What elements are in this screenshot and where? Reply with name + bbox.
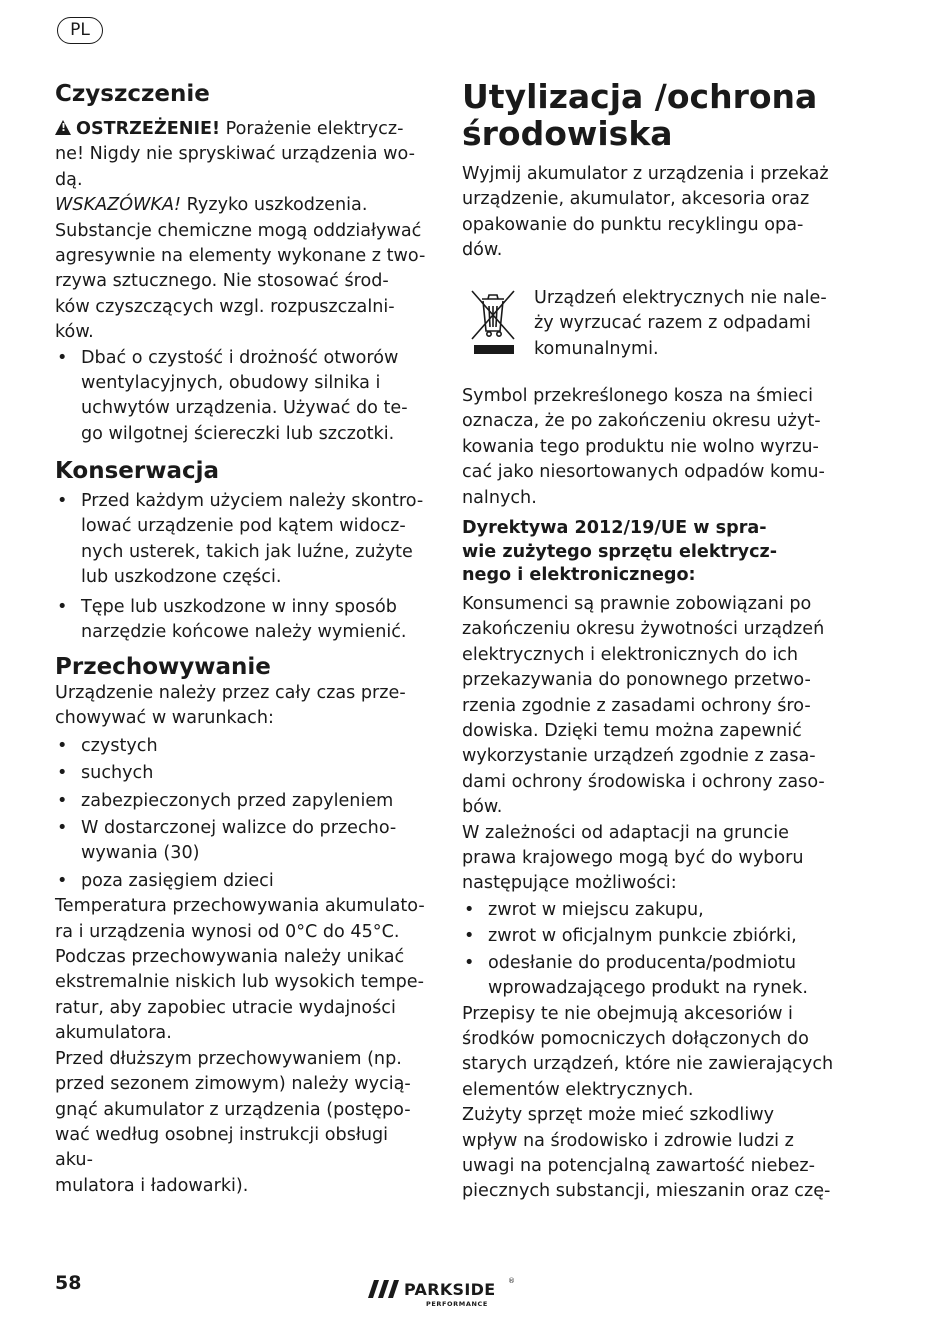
list-item: • Dbać o czystość i drożność otworów wentylacyjnych, obudowy silnika i uchwytów urządzenia. Używać do te- go wilgotnej ściereczki lub szczotki. (55, 346, 427, 448)
disposal-intro-text: opakowanie do punktu recyklingu opa- (462, 214, 804, 235)
symbol-text: Symbol przekreślonego kosza na śmieci (462, 386, 813, 406)
directive-text: Konsumenci są prawnie zobowiązani po (462, 594, 812, 614)
list-item-text: uchwytów urządzenia. Używać do te- (81, 398, 408, 419)
directive-text: rzenia zgodnie z zasadami ochrony śro- (462, 695, 811, 716)
warning-text: dą. (55, 169, 83, 190)
directive-heading-line: nego i elektronicznego: (462, 565, 696, 585)
storage-temp-text: Temperatura przechowywania akumulato- (55, 896, 425, 917)
note-line (55, 193, 427, 218)
symbol-text: oznacza, że po zakończeniu okresu użyt- (462, 411, 821, 432)
disposal-intro-text: urządzenie, akumulator, akcesoria oraz (462, 189, 810, 210)
warning-line (55, 117, 427, 142)
storage-long-text: przed sezonem zimowym) należy wycią- (55, 1074, 411, 1095)
list-item-text: odesłanie do producenta/podmiotu (488, 952, 796, 973)
storage-temp-text: ekstremalnie niskich lub wysokich tempe- (55, 972, 424, 993)
list-item-text: suchych (81, 763, 154, 784)
harm-text: Zużyty sprzęt może mieć szkodliwy (462, 1105, 775, 1126)
storage-intro: Urządzenie należy przez cały czas prze- (55, 683, 406, 703)
list-item-text: Dbać o czystość i drożność otworów (81, 347, 399, 368)
note-text: Substancje chemiczne mogą oddziaływać (55, 220, 422, 241)
directive-text: wykorzystanie urządzeń zgodnie z zasa- (462, 746, 816, 767)
disposal-intro (462, 162, 834, 264)
cleaning-warning (55, 117, 427, 447)
list-item-text: wprowadzającego produkt na rynek. (488, 978, 808, 999)
storage-temp-text: ratur, aby zapobiec utracie wydajności (55, 997, 396, 1018)
symbol-explanation (462, 384, 834, 511)
directive-text: elektrycznych i elektronicznych do ich (462, 644, 799, 665)
weee-notice (534, 286, 834, 362)
list-item-text: zabezpieczonych przed zapyleniem (81, 790, 394, 811)
directive-heading-line: Dyrektywa 2012/19/UE w spra- (462, 518, 767, 538)
disposal-heading-line: środowiska (462, 114, 673, 153)
brand-logo (368, 1276, 518, 1312)
directive-body (462, 592, 834, 1205)
logo-slashes-icon (368, 1280, 402, 1300)
options-intro: następujące możliwości: (462, 873, 677, 894)
maintenance-heading: Konserwacja (55, 458, 220, 484)
storage-temp-text: Podczas przechowywania należy unikać (55, 947, 405, 968)
options-intro: prawa krajowego mogą być do wyboru (462, 848, 804, 869)
list-item: • zwrot w miejscu zakupu, (462, 898, 834, 923)
rules-text: środków pomocniczych dołączonych do (462, 1028, 809, 1049)
storage-temp-text: ra i urządzenia wynosi od 0°C do 45°C. (55, 921, 400, 942)
note-text: ków czyszczących wzgl. rozpuszczalni- (55, 296, 395, 317)
list-item-text: zwrot w miejscu zakupu, (488, 899, 704, 920)
disposal-heading (462, 78, 817, 152)
page-number: 58 (55, 1272, 82, 1294)
list-item-text: Tępe lub uszkodzone w inny sposób (81, 596, 397, 617)
directive-text: zakończeniu okresu żywotności urządzeń (462, 619, 825, 640)
warning-label: OSTRZEŻENIE! (76, 119, 221, 139)
directive-heading-line: wie zużytego sprzętu elektrycz- (462, 541, 778, 562)
directive-text: bów. (462, 797, 503, 818)
list-item-text: Przed każdym użyciem należy skontro- (81, 491, 424, 511)
list-item: • czystych (55, 734, 427, 759)
rules-text: elementów elektrycznych. (462, 1079, 694, 1100)
directive-text: przekazywania do ponownego przetwo- (462, 670, 811, 691)
note-label: WSKAZÓWKA! (55, 195, 182, 216)
storage-heading: Przechowywanie (55, 654, 271, 680)
symbol-text: cać jako niesortowanych odpadów komu- (462, 462, 825, 483)
brand-sub: PERFORMANCE (426, 1300, 488, 1308)
list-item-text: wywania (30) (81, 843, 200, 864)
list-item-text: W dostarczonej walizce do przecho- (81, 818, 397, 839)
list-item-text: poza zasięgiem dzieci (81, 870, 274, 891)
note-text: Ryzyko uszkodzenia. (181, 195, 368, 216)
list-item: • poza zasięgiem dzieci (55, 869, 427, 894)
list-item-text: lować urządzenie pod kątem widocz- (81, 516, 406, 537)
storage-section (55, 681, 427, 1199)
note-text: agresywnie na elementy wykonane z two- (55, 246, 426, 267)
language-badge: PL (57, 17, 103, 44)
weee-text: komunalnymi. (534, 338, 659, 359)
list-item: • Tępe lub uszkodzone w inny sposób narzędzie końcowe należy wymienić. (55, 595, 427, 646)
storage-intro: chowywać w warunkach: (55, 708, 274, 729)
registered-mark: ® (508, 1277, 515, 1285)
disposal-heading-line: Utylizacja /ochrona (462, 77, 818, 116)
harm-text: wpływ na środowisko i zdrowie ludzi z (462, 1130, 794, 1151)
disposal-intro-text: dów. (462, 240, 503, 261)
directive-heading (462, 517, 834, 588)
list-item-text: go wilgotnej ściereczki lub szczotki. (81, 423, 395, 444)
list-item: • zwrot w oficjalnym punkcie zbiórki, (462, 924, 834, 949)
list-item-text: wentylacyjnych, obudowy silnika i (81, 373, 381, 394)
list-item-text: nych usterek, takich jak luźne, zużyte (81, 541, 413, 562)
warning-triangle-icon (55, 120, 71, 135)
list-item-text: lub uszkodzone części. (81, 567, 282, 588)
list-item: • Przed każdym użyciem należy skontro- lować urządzenie pod kątem widocz- nych usterek, takich jak luźne, zużyte lub uszkodzone części. (55, 489, 427, 591)
storage-temp-text: akumulatora. (55, 1023, 172, 1044)
list-item-text: zwrot w oficjalnym punkcie zbiórki, (488, 926, 797, 947)
harm-text: piecznych substancji, mieszanin oraz czę- (462, 1181, 831, 1202)
options-intro: W zależności od adaptacji na gruncie (462, 822, 789, 843)
weee-text: Urządzeń elektrycznych nie nale- (534, 288, 827, 308)
symbol-text: nalnych. (462, 487, 537, 508)
disposal-intro-text: Wyjmij akumulator z urządzenia i przekaż (462, 164, 829, 184)
list-item: • zabezpieczonych przed zapyleniem (55, 789, 427, 814)
harm-text: uwagi na potencjalną zawartość niebez- (462, 1155, 816, 1176)
brand-name: PARKSIDE (404, 1280, 496, 1299)
storage-long-text: Przed dłuższym przechowywaniem (np. (55, 1048, 402, 1069)
note-text: ków. (55, 322, 94, 343)
list-item-text: czystych (81, 735, 158, 756)
cleaning-heading: Czyszczenie (55, 81, 210, 107)
warning-text: ne! Nigdy nie spryskiwać urządzenia wo- (55, 144, 415, 165)
symbol-text: kowania tego produktu nie wolno wyrzu- (462, 436, 819, 457)
storage-long-text: wać według osobnej instrukcji obsługi aku- (55, 1124, 389, 1171)
storage-long-text: mulatora i ładowarki). (55, 1175, 249, 1196)
crossed-out-wheeled-bin-icon (468, 287, 518, 357)
weee-text: ży wyrzucać razem z odpadami (534, 313, 811, 334)
storage-long-text: gnąć akumulator z urządzenia (postępo- (55, 1099, 411, 1120)
warning-text: Porażenie elektrycz- (220, 119, 404, 139)
rules-text: Przepisy te nie obejmują akcesoriów i (462, 1003, 793, 1024)
directive-text: dowiska. Dzięki temu można zapewnić (462, 721, 802, 742)
list-item-text: narzędzie końcowe należy wymienić. (81, 622, 407, 643)
list-item: • odesłanie do producenta/podmiotu wprowadzającego produkt na rynek. (462, 951, 834, 1002)
list-item: • suchych (55, 761, 427, 786)
rules-text: starych urządzeń, które nie zawierających (462, 1054, 834, 1075)
list-item: • W dostarczonej walizce do przecho- wywania (30) (55, 816, 427, 867)
directive-text: dami ochrony środowiska i ochrony zaso- (462, 771, 825, 792)
maintenance-list (55, 489, 427, 645)
note-text: rzywa sztucznego. Nie stosować środ- (55, 271, 389, 292)
